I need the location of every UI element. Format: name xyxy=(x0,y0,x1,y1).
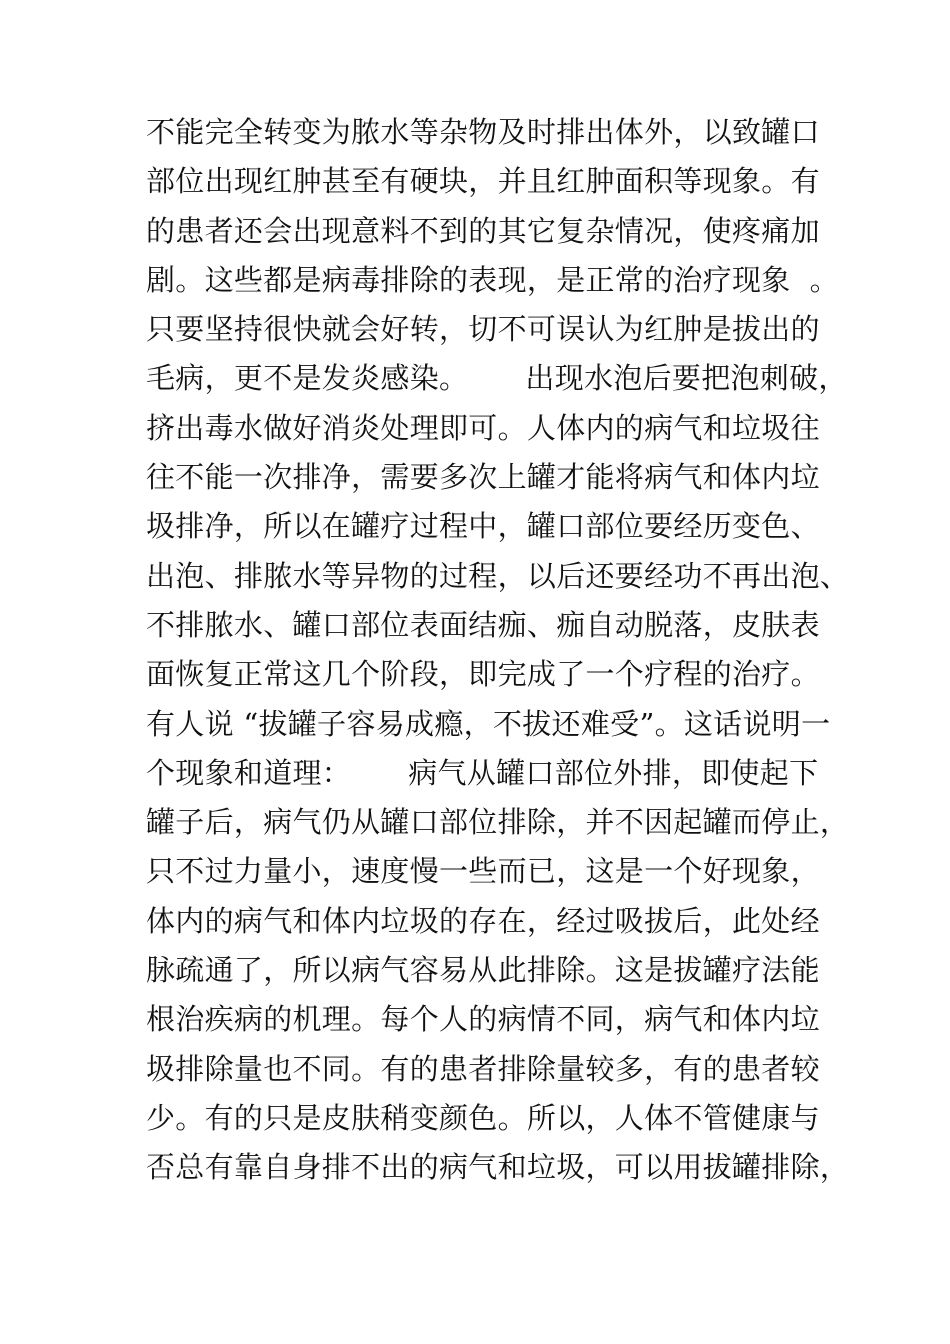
text-line: 圾排净，所以在罐疗过程中，罐口部位要经历变色、 xyxy=(146,509,820,544)
text-line: 否总有靠自身排不出的病气和垃圾，可以用拔罐排除， xyxy=(146,1150,850,1185)
text-line: 不排脓水、罐口部位表面结痂、痂自动脱落，皮肤表 xyxy=(146,607,820,642)
text-line: 个现象和道理： 病气从罐口部位外排，即使起下 xyxy=(146,755,819,790)
text-line: 体内的病气和体内垃圾的存在，经过吸拔后，此处经 xyxy=(146,903,820,938)
text-line: 面恢复正常这几个阶段，即完成了一个疗程的治疗。 xyxy=(146,657,820,692)
text-line: 只要坚持很快就会好转，切不可误认为红肿是拔出的 xyxy=(146,312,820,347)
text-line: 剧。这些都是病毒排除的表现，是正常的治疗现象 。 xyxy=(146,262,839,297)
text-line: 少。有的只是皮肤稍变颜色。所以，人体不管健康与 xyxy=(146,1100,820,1135)
text-line: 挤出毒水做好消炎处理即可。人体内的病气和垃圾往 xyxy=(146,410,820,445)
text-line: 毛病，更不是发炎感染。 出现水泡后要把泡刺破， xyxy=(146,361,848,396)
text-line: 部位出现红肿甚至有硬块，并且红肿面积等现象。有 xyxy=(146,164,820,199)
text-line: 只不过力量小，速度慢一些而已，这是一个好现象， xyxy=(146,854,820,889)
text-line: 圾排除量也不同。有的患者排除量较多，有的患者较 xyxy=(146,1051,820,1086)
text-line: 往不能一次排净，需要多次上罐才能将病气和体内垃 xyxy=(146,460,820,495)
text-line: 的患者还会出现意料不到的其它复杂情况，使疼痛加 xyxy=(146,213,820,248)
text-line: 有人说 “拔罐子容易成瘾，不拔还难受”。这话说明一 xyxy=(146,706,831,741)
text-line: 脉疏通了，所以病气容易从此排除。这是拔罐疗法能 xyxy=(146,953,820,988)
body-text xyxy=(146,108,850,1193)
text-line: 不能完全转变为脓水等杂物及时排出体外，以致罐口 xyxy=(146,115,820,149)
text-line: 根治疾病的机理。每个人的病情不同，病气和体内垃 xyxy=(146,1002,820,1037)
text-line: 罐子后，病气仍从罐口部位排除，并不因起罐而停止， xyxy=(146,805,850,840)
text-line: 出泡、排脓水等异物的过程，以后还要经功不再出泡、 xyxy=(146,558,850,593)
